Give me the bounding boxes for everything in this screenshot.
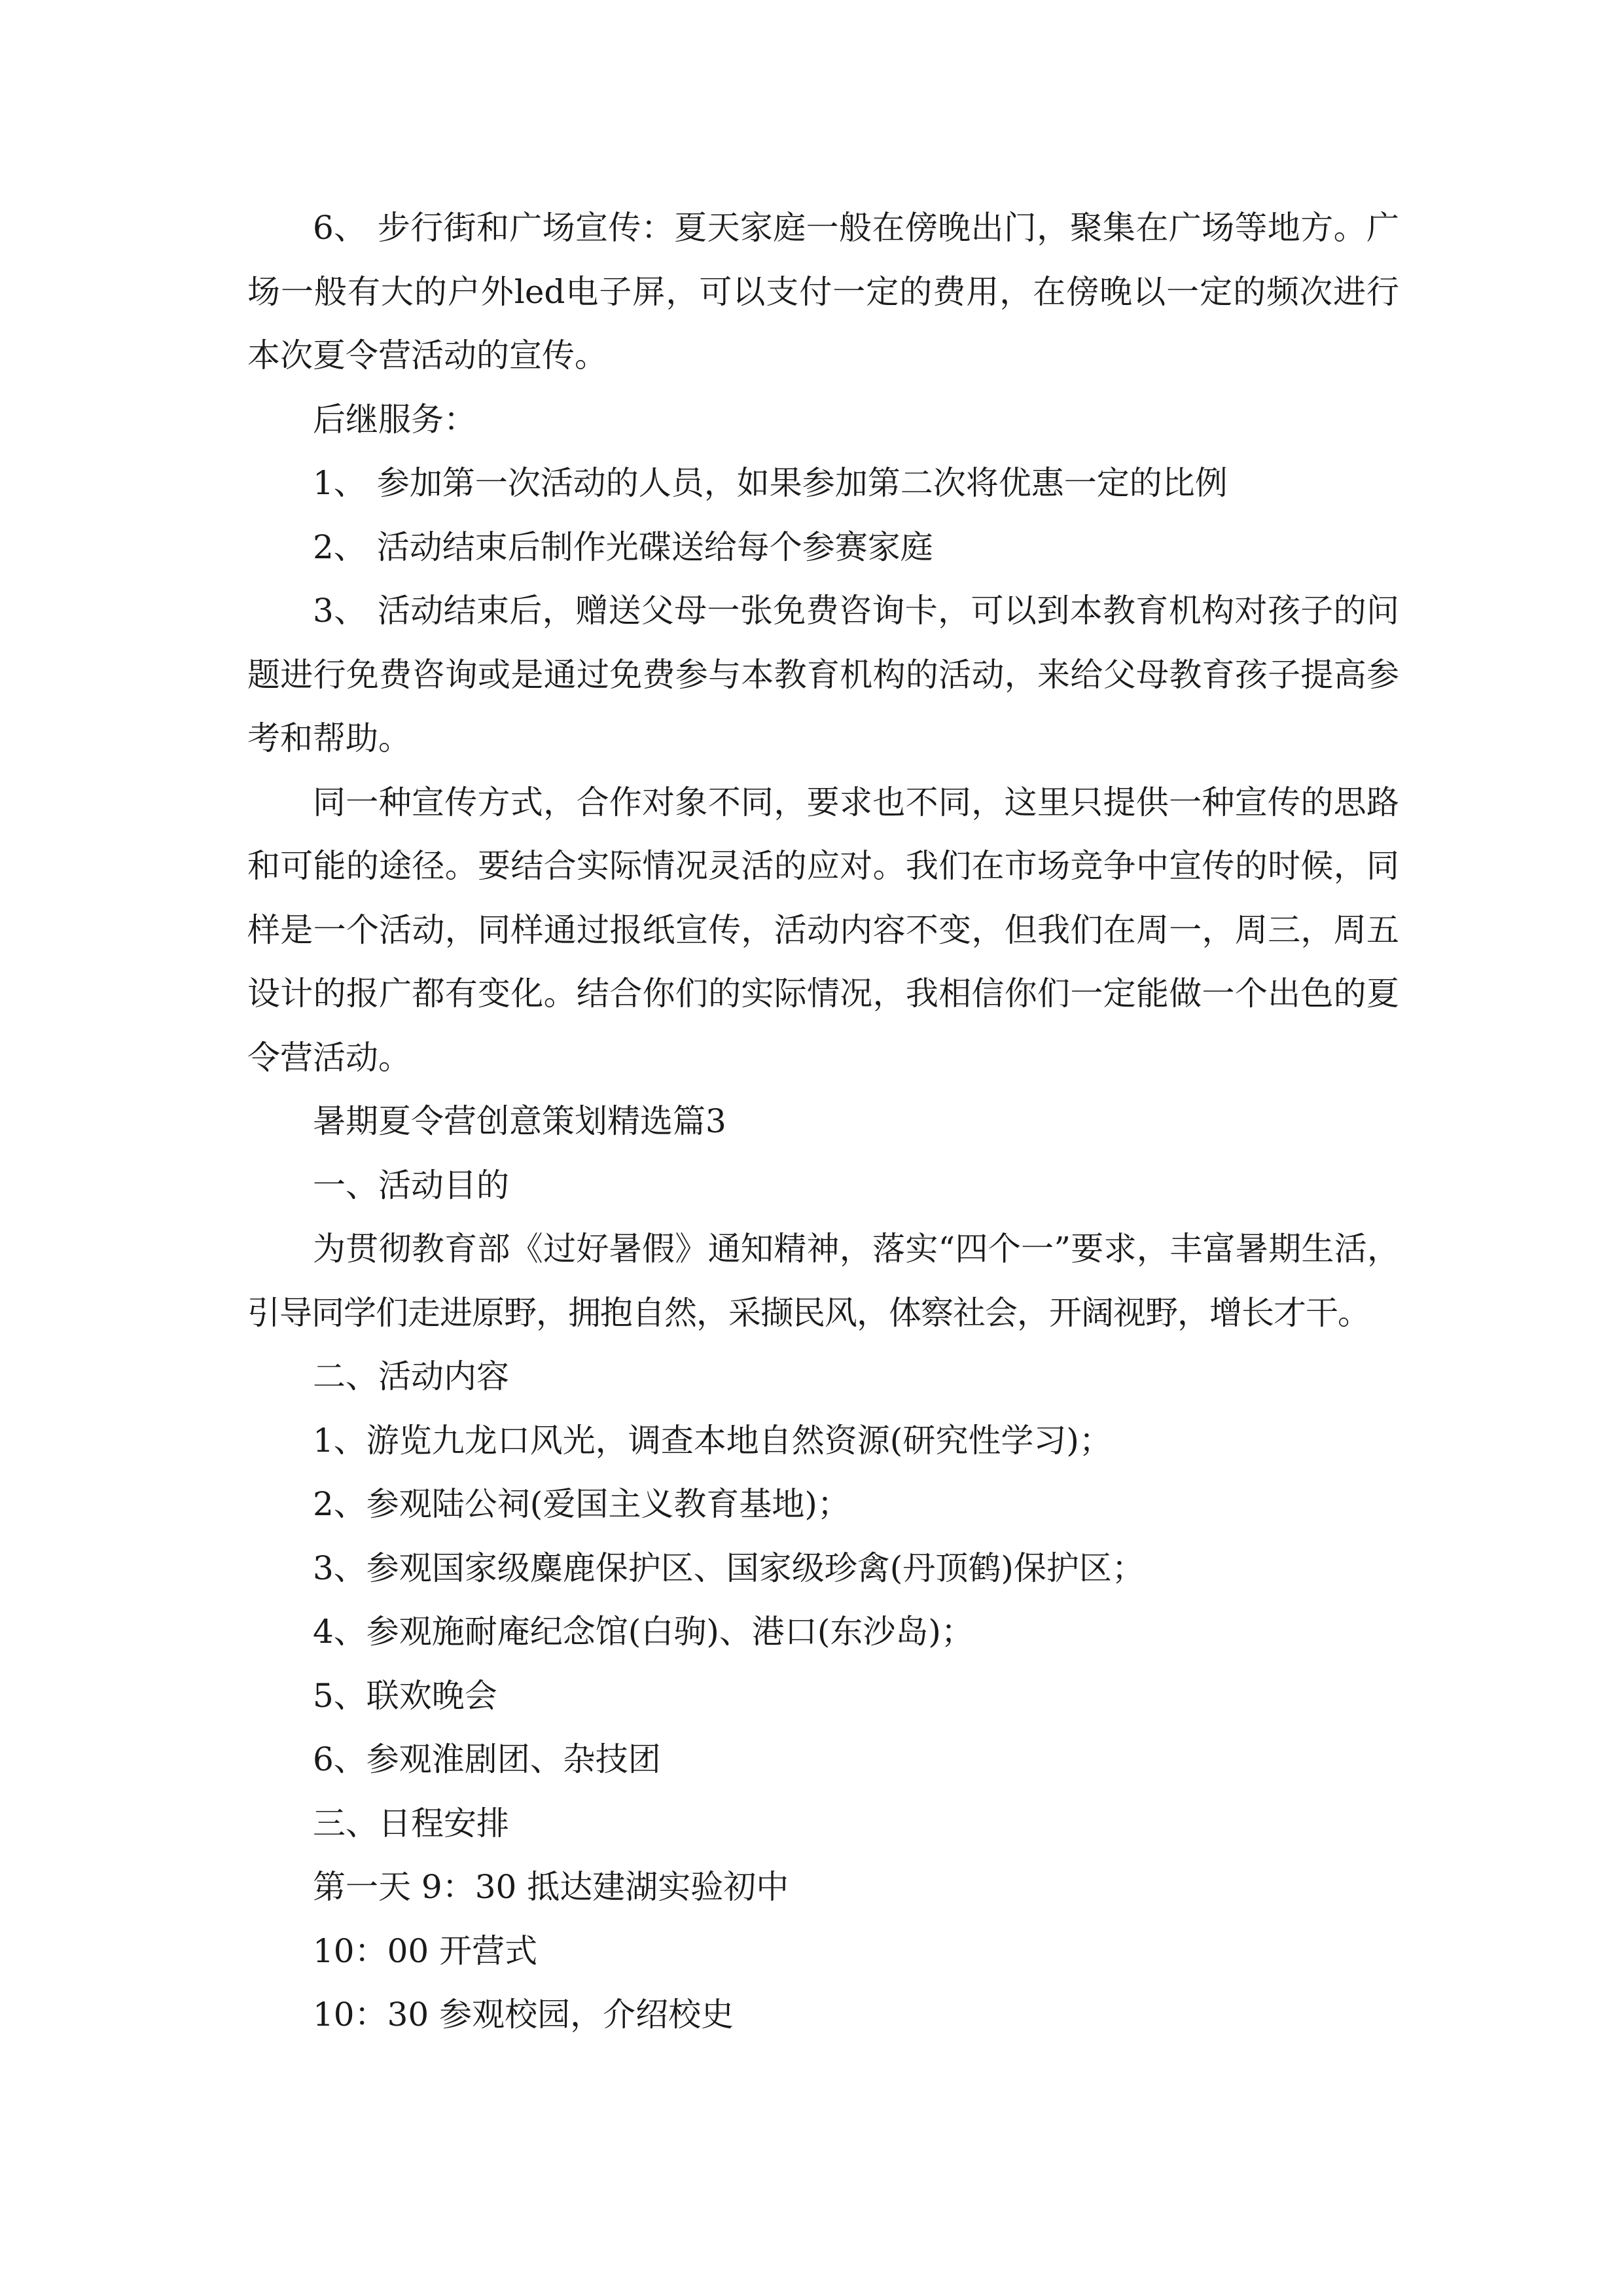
- list-item-content-5: 5、联欢晚会: [313, 1676, 497, 1715]
- section-title-plan-3: 暑期夏令营创意策划精选篇3: [313, 1102, 726, 1140]
- list-item-service-1: 1、 参加第一次活动的人员，如果参加第二次将优惠一定的比例: [313, 464, 1228, 502]
- list-item-content-4: 4、参观施耐庵纪念馆(白驹)、港口(东沙岛)；: [313, 1613, 974, 1651]
- schedule-item-2: 10：00 开营式: [313, 1931, 538, 1970]
- list-item-content-6: 6、参观淮剧团、杂技团: [313, 1740, 661, 1778]
- schedule-item-1: 第一天 9：30 抵达建湖实验初中: [313, 1868, 789, 1906]
- schedule-item-3: 10：30 参观校园，介绍校史: [313, 1996, 734, 2034]
- heading-follow-up-service: 后继服务：: [313, 400, 476, 439]
- heading-activity-content: 二、活动内容: [313, 1357, 509, 1395]
- list-item-service-2: 2、 活动结束后制作光碟送给每个参赛家庭: [313, 528, 933, 566]
- paragraph-activity-purpose: 为贯彻教育部《过好暑假》通知精神，落实“四个一”要求，丰富暑期生活，引导同学们走进原野，拥抱自然，采撷民风，体察社会，开阔视野，增长才干。: [247, 1230, 1399, 1332]
- document-body: [247, 196, 1399, 2047]
- heading-schedule: 三、日程安排: [313, 1804, 509, 1842]
- list-item-service-3: 3、 活动结束后，赠送父母一张免费咨询卡，可以到本教育机构对孩子的问题进行免费咨询或是通过免费参与本教育机构的活动，来给父母教育孩子提高参考和帮助。: [247, 592, 1399, 757]
- list-item-content-2: 2、参观陆公祠(爱国主义教育基地)；: [313, 1485, 850, 1523]
- paragraph-square-promotion: 6、 步行街和广场宣传：夏天家庭一般在傍晚出门，聚集在广场等地方。广场一般有大的户外led电子屏，可以支付一定的费用，在傍晚以一定的频次进行本次夏令营活动的宣传。: [247, 209, 1399, 374]
- heading-activity-purpose: 一、活动目的: [313, 1166, 509, 1204]
- list-item-content-1: 1、游览九龙口风光，调查本地自然资源(研究性学习)；: [313, 1421, 1112, 1460]
- list-item-content-3: 3、参观国家级麋鹿保护区、国家级珍禽(丹顶鹤)保护区；: [313, 1549, 1145, 1587]
- paragraph-promotion-summary: 同一种宣传方式，合作对象不同，要求也不同，这里只提供一种宣传的思路和可能的途径。要结合实际情况灵活的应对。我们在市场竞争中宣传的时候，同样是一个活动，同样通过报纸宣传，活动内容不变，但我们在周一，周三，周五设计的报广都有变化。结合你们的实际情况，我相信你们一定能做一个出色的夏令营活动。: [247, 783, 1399, 1077]
